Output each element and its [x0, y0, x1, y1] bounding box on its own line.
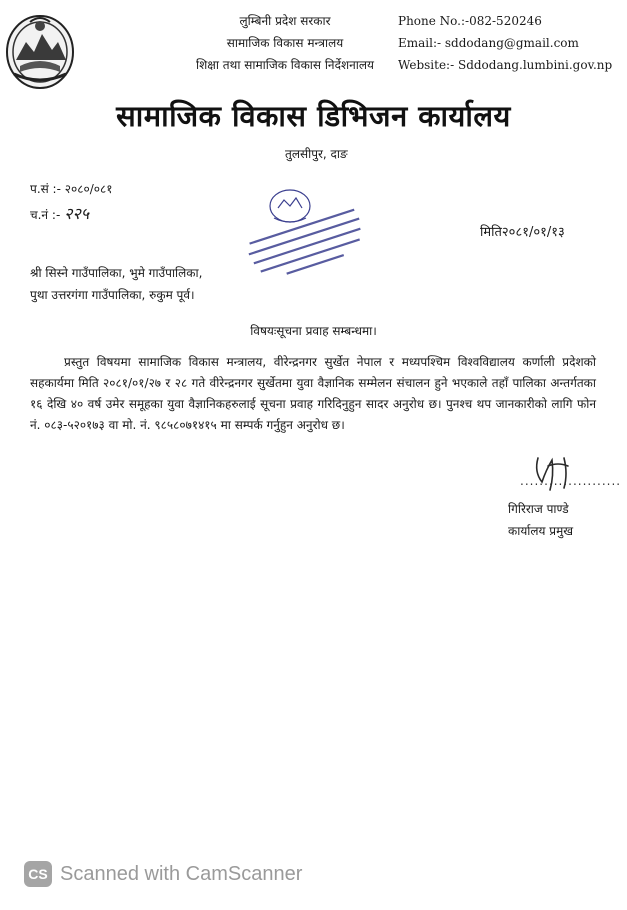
- office-title: सामाजिक विकास डिभिजन कार्यालय: [116, 99, 511, 133]
- signatory-name: गिरिराज पाण्डे: [508, 502, 569, 516]
- signatory-title: कार्यालय प्रमुख: [508, 524, 574, 538]
- recipient-line-1: श्री सिस्ने गाउँपालिका, भुमे गाउँपालिका,: [30, 266, 203, 280]
- signature-line: .....................: [520, 474, 622, 488]
- directorate-line: शिक्षा तथा सामाजिक विकास निर्देशनालय: [196, 58, 374, 72]
- ministry-line: सामाजिक विकास मन्त्रालय: [226, 36, 344, 50]
- government-header: [180, 10, 390, 76]
- recipient-line-2: पुथा उत्तरगंगा गाउँपालिका, रुकुम पूर्व।: [30, 288, 195, 302]
- contact-block: [398, 10, 620, 76]
- letter-date: मिति२०८१/०१/१३: [480, 225, 565, 240]
- dispatch-number: [30, 202, 89, 224]
- letter-body: प्रस्तुत विषयमा सामाजिक विकास मन्त्रालय, वीरेन्द्रनगर सुर्खेत नेपाल र मध्यपश्चिम विश्वविद्यालय कर्णाली प्रदेशको सहकार्यमा मिति २०८१/०१/२७ र २८ गते वीरेन्द्रनगर सुर्खेतमा युवा वैज्ञानिक सम्मेलन संचालन हुने भएकाले तहाँ पालिका अन्तर्गतका १६ देखि ४० वर्ष उमेर समूहका युवा वैज्ञानिकहरुलाई सूचना प्रवाह गरिदिनुहुन सादर अनुरोध छ। पुनश्च थप जानकारीको लागि फोन नं. ०८३-५२०१७३ वा मो. नं. ९८५८०७१४१५ मा सम्पर्क गर्नुहुन अनुरोध छ।: [30, 355, 596, 432]
- dispatch-handwritten-value: २२५: [64, 204, 90, 223]
- dispatch-label: च.नं :-: [30, 208, 61, 222]
- nepal-emblem-logo: [4, 12, 76, 90]
- camscanner-watermark: [24, 860, 302, 888]
- email-address: Email:- sddodang@gmail.com: [398, 36, 579, 50]
- office-stamp: [238, 178, 368, 288]
- signatory-block: [508, 498, 573, 542]
- letter-subject: विषयःसूचना प्रवाह सम्बन्धमा।: [250, 324, 377, 338]
- office-location: तुलसीपुर, दाङ: [285, 147, 348, 161]
- reference-number: प.सं :- २०८०/०८१: [30, 182, 113, 196]
- recipient-block: [30, 262, 202, 306]
- gov-line: लुम्बिनी प्रदेश सरकार: [239, 14, 331, 28]
- watermark-text: Scanned with CamScanner: [60, 862, 303, 885]
- camscanner-logo-icon: CS: [24, 861, 52, 887]
- website-address: Website:- Sddodang.lumbini.gov.np: [398, 58, 613, 72]
- phone-number: Phone No.:-082-520246: [398, 14, 542, 28]
